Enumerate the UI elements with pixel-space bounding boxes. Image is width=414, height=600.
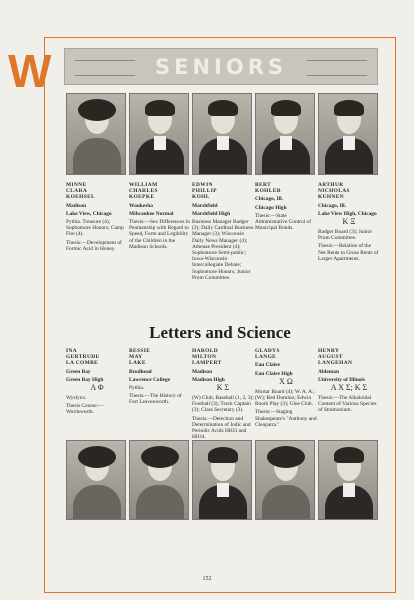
senior-entry: HENRY AUGUST LANGEHAN Ableman University of Illinois Α Χ Σ; Κ Σ Thesis:—The Alkaloidal Content of Various Species of Stramonium. — [318, 348, 377, 414]
portrait-photo — [192, 440, 252, 520]
portrait-photo — [318, 93, 378, 175]
banner-title: SENIORS — [154, 55, 287, 79]
senior-entry: WILLIAM CHARLES KOEPKE Waukesha Milwaukee Normal Thesis:—Sex Differences in Penmanship with Regard to Speed, Form and Legibility of the Children in the Madison Schools. — [129, 182, 190, 250]
senior-entry: MINNE CLARA KOEHSEL Madison Lake View, Chicago Pythia. Treasure (4); Sophomore Honors; Camp Fire (4). Thesis:—Development of Formic Acid in Honey. — [66, 182, 124, 252]
senior-entry: BESSIE MAY LAKE Brodhead Lawrence College Pythia. Thesis:—The History of Fort Leavenworth. — [129, 348, 182, 406]
senior-entry: ARTHUR NICHOLAS KUHNEN Chicago, Ill. Lake View High, Chicago Κ Ξ Badger Board (3); Junior Prom Committee. Thesis:—Relation of the Net Rents to Gross Rents of Larger Apartments. — [318, 182, 379, 262]
senior-entry: HAROLD MILTON LAMPERT Madison Madison High Κ Σ (W) Club; Baseball (1, 2, 3); Football (3); Track Captain (3); Class Secretary (3). Thesis:—Detection and Determination of Iodic and Periodic Acids HIO3 and HIO4. — [192, 348, 254, 441]
portrait-photo — [66, 440, 126, 520]
seniors-banner — [64, 48, 378, 85]
portrait-photo — [129, 93, 189, 175]
portrait-photo — [255, 93, 315, 175]
section-letter: W — [8, 45, 52, 97]
portrait-photo — [318, 440, 378, 520]
senior-entry: INA GERTRUDE LA COMBE Green Bay Green Bay High Α Φ Wyslynx. Thesis Course:—Wordsworth. — [66, 348, 104, 416]
portrait-photo — [255, 440, 315, 520]
portrait-photo — [129, 440, 189, 520]
portrait-photo — [66, 93, 126, 175]
senior-entry: GLADYS LANGE Eau Claire Eau Claire High Χ Ω Mortar Board (4); W. A. A.; (W); Red Domino; Edwin Booth Play (3); Glee Club. Thesis:—Staging Shakespeare's "Anthony and Cleopatra." — [255, 348, 317, 428]
page-number: 152 — [202, 576, 212, 582]
senior-entry: BERT KOHLER Chicago, Ill. Chicago High Thesis:—State Administrative Control of Municipal Bonds. — [255, 182, 311, 232]
portrait-photo — [192, 93, 252, 175]
section-heading: Letters and Science — [149, 323, 291, 342]
senior-entry: EDWIN PHILLIP KOHL Marshfield Marshfield High Business Manager Badger (3); Daily Cardinal Business Manager (3); Wisconsin Daily News Manager (4); Athenae President (4); Sophomore Semi-public; Iowa-Wisconsin Intercollegiate Debate; Sophomore Honors; Junior Prom Committee. — [192, 182, 254, 281]
